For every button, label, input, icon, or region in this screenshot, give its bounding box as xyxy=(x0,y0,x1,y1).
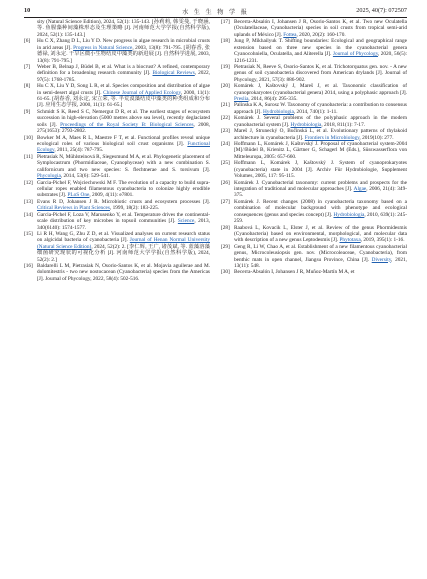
reference-citation-details: , 2020, 56(5): 1216-1231. xyxy=(234,51,407,64)
reference-item xyxy=(221,199,407,225)
reference-number: [6] xyxy=(24,38,31,45)
reference-item xyxy=(221,180,407,199)
reference-number: [8] xyxy=(24,83,31,90)
reference-citation-details: , 2020, 20(2): 160-170. xyxy=(296,31,346,38)
reference-citation-details: , 2019, 395(1): 1-16. xyxy=(360,237,405,244)
journal-link[interactable]: Algae xyxy=(353,185,367,192)
reference-citation-details: , 2008, 275(1653): 2793-2802. xyxy=(37,121,211,135)
reference-item xyxy=(221,225,407,244)
reference-citation-details: , 2014, 53(6): 529-541. xyxy=(60,173,110,180)
reference-item xyxy=(24,19,210,38)
page-number: 10 xyxy=(24,7,31,14)
reference-number: [20] xyxy=(221,83,230,90)
reference-number: [16] xyxy=(24,263,33,270)
reference-item xyxy=(24,83,210,109)
reference-citation-details: , 2024, 52(2): 2. [李仁辉, 王广, 诸茂斌, 等. 蓝藻溶藻细菌研究现状的可视化分析 [J]. 河南师范大学学报(自然科学版), 2024, 52(2): 2.] xyxy=(37,243,210,263)
reference-text: Komárek J, Kaštovský J, Mareš J, et al. Taxonomic classification of cyanoprokaryotes (cyanobacterial genera) 2014, using a polyphasic approach [J]. xyxy=(234,83,407,96)
reference-text: Palinska K A, Surosz W. Taxonomy of cyanobacteria: a contribution to consensus approach [J]. xyxy=(234,102,407,115)
reference-text: Evans R D, Johansen J R. Microbiotic crusts and ecosystem processes [J]. xyxy=(37,198,210,205)
reference-text: Raabová L, Kovacik L, Elster J, et al. Review of the genus Phormidesmis (Cyanobacteria) based on environmental, morphological, and molecular data with description of a new genus Leptodesmis [J]. xyxy=(234,224,407,244)
references-right-column xyxy=(221,19,407,276)
reference-citation-details: , 2006, 21(4): 349-375. xyxy=(234,185,407,199)
reference-number: [14] xyxy=(24,211,33,218)
reference-item xyxy=(221,244,407,270)
reference-text: Hu C X, Zhang D L, Liu Y D. New progress in algae research in microbial crusts in arid areas [J]. xyxy=(37,38,210,51)
reference-number: [24] xyxy=(221,141,230,148)
reference-citation-details: , 2000, 11(1): 61-65. [胡春香, 刘永定, 宋立荣, 等. 半荒漠藻结皮中藻类的种类组成和分布 [J]. 应用生态学报, 2000, 11(1): 61-65.] xyxy=(37,89,210,109)
reference-text: Weber B, Belnap J, Büdel B, et al. What is a biocrust? A refined, contemporary definition for a broadening research community [J]. xyxy=(37,63,210,77)
reference-text: Schmidt S K, Reed S C, Nemergut D R, et al. The earliest stages of ecosystem succession in high-elevation (5000 metres above sea level), recently deglaciated soils [J]. xyxy=(37,108,210,128)
reference-number: [26] xyxy=(221,179,230,186)
journal-link[interactable]: Hydrobiologia xyxy=(333,211,365,218)
journal-link[interactable]: Diversity xyxy=(371,256,392,263)
reference-item xyxy=(24,263,210,282)
reference-text: Becerra-Absalón I, Johansen J R, Osorio-Santos K, et al. Two new Oculatella (Oculatellaceae, Cyanobacteria) species in soil crusts from tropical semi-arid uplands of México [J]. xyxy=(234,19,407,38)
journal-link[interactable]: Journal of Phycology xyxy=(332,51,379,58)
reference-citation-details: , 1999, 18(2): 183-225. xyxy=(109,205,160,212)
reference-item xyxy=(24,231,210,263)
reference-number: [7] xyxy=(24,63,31,70)
journal-link[interactable]: Chinese Journal of Applied Ecology xyxy=(103,89,181,96)
reference-number: [27] xyxy=(221,198,230,205)
reference-citation-details: , 2018, 811(1): 7-17. xyxy=(321,121,366,128)
reference-item xyxy=(221,38,407,64)
reference-item xyxy=(221,128,407,141)
reference-citation-details: , 2003, 13(8): 791-795. [胡春香, 张德禄, 刘永定. 干旱区微小生物结皮中藻类的新进展 [J]. 自然科学进展, 2003, 13(8): 791-795.] xyxy=(37,44,210,64)
journal-link[interactable]: Hydrobiologia xyxy=(262,108,294,115)
reference-item xyxy=(24,180,210,199)
reference-text: Li R H, Wang G, Zhu Z D, et al. Visualized analyses on current research status on algicidal bacteria of cyanobacteria [J]. xyxy=(37,230,210,244)
reference-text: Baldarelli L M, Pietrasiak N, Osorio-Santos K, et al. Mojavia aguilerae and M. dolomitestris - two new nostocacean (Cyanobacteria) species from the Americas [J]. xyxy=(37,263,210,282)
reference-text: Hoffmann L, Komárek J, Kaštovský J. System of cyanoprokaryotes (cyanobacteria) state in 2004 [J]. xyxy=(234,160,407,173)
reference-text: sity (Natural Science Edition), 2024, 52(1): 135-143. [孙莉莉, 韩雯曼, 于晓涵, 等. 鱼腥藻种间藻株形态及生理策略 [J]. 河南师范大学学报(自然科学版), 2024, 52(1): 135-143.] xyxy=(37,19,210,38)
reference-citation-details: , 2013, 340(6140): 1574-1577. xyxy=(37,218,210,231)
reference-citation-details: , 2019(10): 277. xyxy=(359,134,394,141)
reference-citation-details: Journal of Phycology, 2021, 57(3): 886-902. xyxy=(234,70,407,83)
volume-issue: 2025, 40(7): 072507 xyxy=(356,7,407,14)
journal-link[interactable]: Preslia xyxy=(234,96,249,103)
reference-text: Garcia-Pichel F, Wojciechowski M F. The evolution of a capacity to build supra-cellular ropes enabled filamentous cyanobacteria to colonize highly erodible substrates [J]. xyxy=(37,179,210,199)
journal-link[interactable]: Critical Reviews in Plant Sciences xyxy=(37,205,110,212)
reference-item xyxy=(221,83,407,102)
reference-item xyxy=(221,141,407,160)
reference-citation-details: , 2014, 740(1): 1-11. xyxy=(293,108,338,115)
reference-item xyxy=(24,199,210,212)
reference-number: [29] xyxy=(221,243,230,250)
page-header xyxy=(24,7,407,18)
reference-citation-details: , 2011, 25(4): 787-795. xyxy=(54,147,104,154)
reference-number: [15] xyxy=(24,230,33,237)
journal-link[interactable]: Biological Reviews xyxy=(152,70,195,77)
journal-link[interactable]: Progress in Natural Science xyxy=(73,44,133,51)
reference-item xyxy=(24,154,210,180)
reference-citation-details: , 2022, 97(5): 1768-1785. xyxy=(37,70,211,83)
journal-link[interactable]: Fottea xyxy=(283,31,297,38)
reference-number: [12] xyxy=(24,179,33,186)
reference-text: Pietrasiak N, Reeve S, Osorio-Santos K, et al. Trichotorquatus gen. nov. - A new genus of soil cyanobacteria discovered from American drylands [J]. xyxy=(234,63,407,77)
reference-number: [28] xyxy=(221,224,230,231)
reference-item xyxy=(221,160,407,179)
reference-number: [10] xyxy=(24,134,33,141)
reference-citation-details: Journal of Phycology, 2022, 58(4): 502-516. xyxy=(45,275,140,282)
journal-link[interactable]: Science xyxy=(177,218,195,225)
reference-number: [22] xyxy=(221,115,230,122)
journal-link[interactable]: Phytotaxa xyxy=(339,237,361,244)
reference-text: Komárek J. Recent changes (2008) in cyanobacteria taxonomy based on a combination of molecular background with phenotype and ecological consequences (genus and species concept) [J]. xyxy=(234,198,407,218)
reference-number: [9] xyxy=(24,108,31,115)
reference-text: Komárek J. Several problems of the polyphasic approach in the modern cyanobacterial system [J]. xyxy=(234,115,407,128)
reference-item xyxy=(24,135,210,154)
reference-citation-details: , 2021, 13(11): 548. xyxy=(234,256,407,270)
reference-number: [17] xyxy=(221,19,230,25)
reference-citation-details: , 2014, 86(4): 295-335. xyxy=(248,96,298,103)
journal-link[interactable]: Journal of Henan Normal University (Natural Science Edition) xyxy=(37,237,210,250)
reference-text: Komárek J. Cyanobacterial taxonomy: current problems and prospects for the integration of traditional and molecular approaches [J]. xyxy=(234,179,407,192)
reference-number: [13] xyxy=(24,198,33,205)
journal-link[interactable]: Hydrobiologia xyxy=(290,121,322,128)
reference-text: Mareš J, Strunecký O, Bučinská L, et al. Evolutionary patterns of thylakoid architecture in cyanobacteria [J]. xyxy=(234,128,407,141)
reference-text: Geng R, Li W, Chao A, et al. Establishment of a new filamentous cyanobacterial genus, Microcoleusiopsis gen. nov. (Microcoleaceae, Cyanobacteria), from benthic mats in open channel, Jiangsu Province, China [J]. xyxy=(234,243,407,263)
reference-citation-details: Archiv Für Hydrobiologie, Supplement Volumes, 2005, 117: 95-115. xyxy=(234,166,407,180)
reference-text: Jung P, Mikhailyuk T. Shifting boundaries: Ecological and geographical range extension based on three new species in the cyanobacterial genera Cyanocohniella, Oculatella, and Aliterella [J]. xyxy=(234,38,407,58)
reference-citation-details: , 2009, 4(11): e7801. xyxy=(89,192,134,199)
reference-item xyxy=(221,102,407,115)
reference-number: [21] xyxy=(221,102,230,109)
reference-text: Bowker M A, Maes R L, Maestre F T, et al. Functional profiles reveal unique ecological roles of various biological soil crust organisms [J]. xyxy=(37,134,210,148)
reference-item xyxy=(24,109,210,135)
journal-link[interactable]: Proceedings of the Royal Society B: Biological Sciences xyxy=(60,121,194,128)
reference-number: [25] xyxy=(221,160,230,167)
reference-text: Hoffmann L, Komárek J, Kaštovský J. Proposal of cyanobacterial system-2004 [M]//Büdel B, Krienitz L, Gärtner G, Schagerl M (Eds.), Süsswasserflora von Mitteleuropa, 2005: 657-660. xyxy=(234,141,407,160)
reference-item xyxy=(221,115,407,128)
journal-link[interactable]: Functional Ecology xyxy=(37,141,210,154)
reference-number: [30] xyxy=(221,269,230,276)
reference-text: Pietrasiak N, Mühlsteinová R, Siegesmund M A, et al. Phylogenetic placement of Symplocastrum (Phormidiaceae, Cyanophyceae) with a new combination S. californicum and two new species: S. flechtnerae and S. torsivum [J]. xyxy=(37,153,210,173)
reference-text: Garcia-Pichel F, Loza V, Marusenko Y, et al. Temperature drives the continental-scale distribution of key microbes in topsoil communities [J]. xyxy=(37,211,210,225)
journal-title: 水 生 生 物 学 报 xyxy=(182,9,249,16)
reference-text: Hu C X, Liu Y D, Song L R, et al. Species composition and distribution of algae in semi-desert algal crusts [J]. xyxy=(37,83,210,96)
reference-item xyxy=(221,64,407,83)
reference-text: Becerra-Absalón I, Johansen J R, Muñoz-Martín M A, et xyxy=(234,269,355,276)
reference-citation-details: , 2010, 639(1): 245-259. xyxy=(234,211,407,225)
reference-item xyxy=(221,19,407,38)
journal-link[interactable]: PLoS One xyxy=(67,192,90,199)
reference-item xyxy=(24,38,210,64)
journal-link[interactable]: Phycologia xyxy=(37,173,61,180)
reference-item xyxy=(221,269,407,275)
reference-item xyxy=(24,212,210,231)
reference-number: [18] xyxy=(221,38,230,45)
reference-number: [19] xyxy=(221,63,230,70)
reference-number: [11] xyxy=(24,153,33,160)
references-left-column xyxy=(24,19,210,282)
reference-item xyxy=(24,64,210,83)
journal-link[interactable]: Frontiers in Microbiology xyxy=(304,134,360,141)
reference-number: [23] xyxy=(221,128,230,135)
